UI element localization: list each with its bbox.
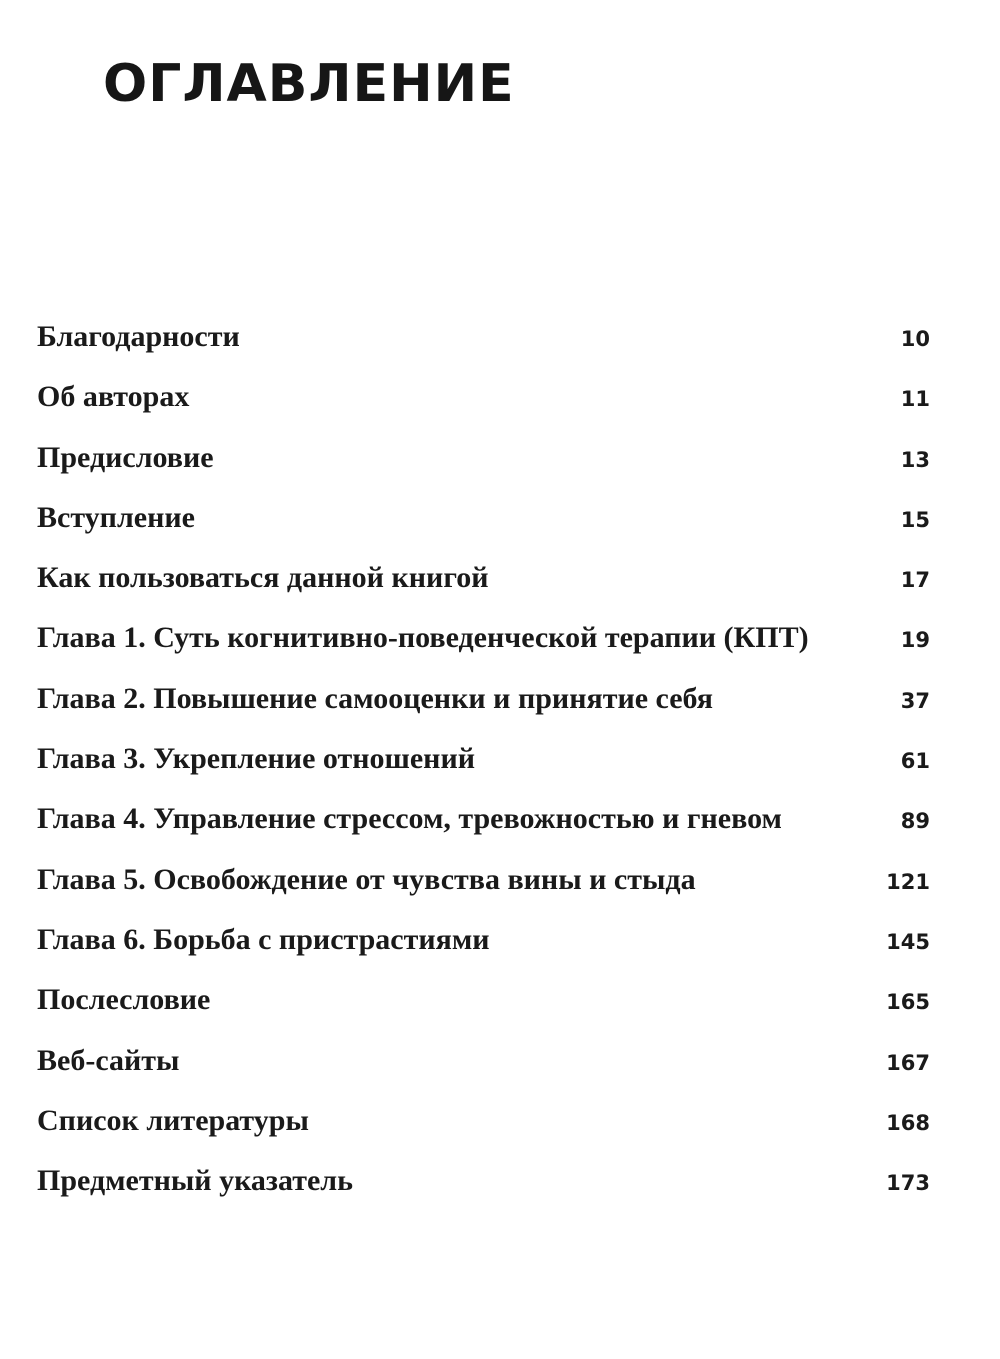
toc-entry-title: Глава 2. Повышение самооценки и принятие себя <box>37 681 714 715</box>
toc-entry-title: Послесловие <box>37 983 211 1017</box>
toc-entry <box>37 1043 930 1106</box>
toc-entry-page: 17 <box>900 568 930 593</box>
toc-entry-title: Об авторах <box>37 380 190 414</box>
toc-entry <box>37 1103 930 1166</box>
toc-entry-title: Предисловие <box>37 440 214 474</box>
toc-entry <box>37 382 930 442</box>
toc-entry-page: 61 <box>900 749 930 774</box>
toc-entry <box>37 623 930 683</box>
toc-entry-page: 165 <box>886 990 930 1015</box>
toc-entry <box>37 681 930 744</box>
toc-entry-title: Предметный указатель <box>37 1164 353 1198</box>
toc-entry-page: 10 <box>900 327 930 351</box>
toc-entry-page: 168 <box>886 1110 930 1135</box>
toc-entry <box>37 862 930 925</box>
toc-entry-page: 89 <box>900 809 930 834</box>
toc-entry-title: Глава 6. Борьба с пристрастиями <box>37 922 490 956</box>
toc-entry <box>37 985 930 1045</box>
toc-entry-page: 37 <box>900 688 930 713</box>
toc-entry-page: 121 <box>886 869 930 894</box>
toc-entry-title: Благодарности <box>37 320 240 353</box>
toc-entry <box>37 322 930 382</box>
table-of-contents <box>37 322 930 1226</box>
toc-entry <box>37 1166 930 1226</box>
toc-entry-page: 11 <box>900 387 930 412</box>
toc-entry-title: Как пользоваться данной книгой <box>37 561 489 595</box>
toc-entry-title: Глава 5. Освобождение от чувства вины и стыда <box>37 862 696 896</box>
toc-entry-title: Веб-сайты <box>37 1043 180 1077</box>
toc-entry <box>37 500 930 563</box>
toc-entry-page: 145 <box>886 929 930 954</box>
toc-entry-page: 19 <box>900 628 930 653</box>
toc-entry-page: 167 <box>886 1050 930 1075</box>
toc-entry <box>37 804 930 864</box>
toc-entry <box>37 563 930 623</box>
toc-entry <box>37 440 930 503</box>
toc-entry-title: Глава 1. Суть когнитивно-поведенческой терапии (КПТ) <box>37 621 809 655</box>
toc-entry-page: 15 <box>900 507 930 532</box>
toc-entry-title: Глава 4. Управление стрессом, тревожностью и гневом <box>37 802 782 836</box>
toc-entry-title: Глава 3. Укрепление отношений <box>37 742 476 776</box>
toc-entry <box>37 744 930 804</box>
toc-entry-page: 173 <box>886 1171 930 1196</box>
page-title: ОГЛАВЛЕНИЕ <box>103 54 515 114</box>
toc-entry <box>37 922 930 985</box>
toc-entry-page: 13 <box>900 447 930 472</box>
toc-entry-title: Список литературы <box>37 1103 309 1137</box>
toc-entry-title: Вступление <box>37 500 195 534</box>
